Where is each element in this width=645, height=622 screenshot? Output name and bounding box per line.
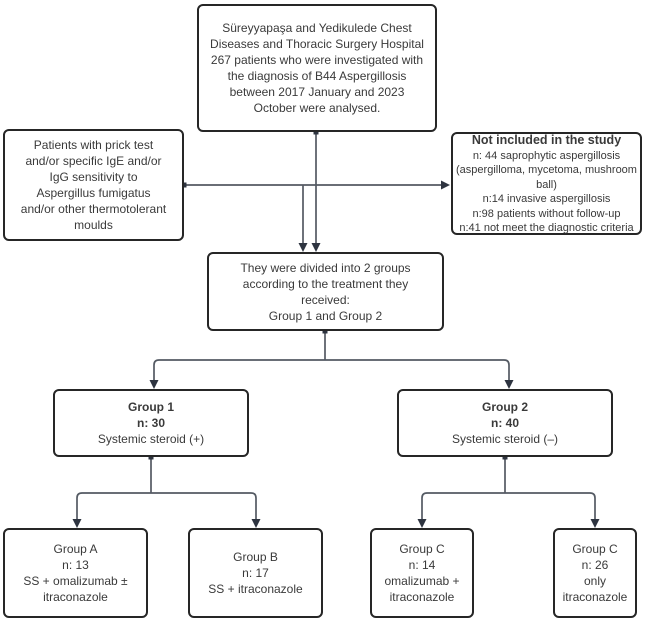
arrowhead-icon <box>505 380 514 389</box>
group-b-treatment: SS + itraconazole <box>208 582 303 596</box>
group2-treatment: Systemic steroid (–) <box>451 432 559 446</box>
group-c1-title: Group C <box>399 542 445 556</box>
exclusion-line: n:98 patients without follow-up <box>472 207 621 220</box>
group1-box <box>53 389 249 457</box>
arrowhead-icon <box>150 380 159 389</box>
exclusion-line: n:41 not meet the diagnostic criteria <box>459 222 634 234</box>
exclusion-line: n:14 invasive aspergillosis <box>482 193 611 205</box>
arrowhead-icon <box>299 243 308 252</box>
group-division-text: They were divided into 2 groups according to the treatment they received: <box>240 260 411 307</box>
arrowhead-icon <box>591 519 600 528</box>
inclusion-criteria-text: Patients with prick test and/or specific IgE and/or IgG sensitivity to Aspergillus fumigatus and/or other thermotolerant moulds <box>20 138 167 232</box>
connector-group1-to-a <box>77 493 151 519</box>
group-a-box <box>3 528 148 618</box>
group-c1-box <box>370 528 474 618</box>
group-a-title: Group A <box>53 542 98 556</box>
connector-division-to-group2 <box>325 360 509 380</box>
study-population-text: Süreyyapaşa and Yedikulede Chest Diseases and Thoracic Surgery Hospital 267 patients who were investigated with the diagnosis of B44 Aspergillosis between 2017 January and 2023 October were analysed. <box>210 21 424 115</box>
arrowhead-icon <box>73 519 82 528</box>
group-c2-box <box>553 528 637 618</box>
exclusion-line: n: 44 saprophytic aspergillosis (aspergilloma, mycetoma, mushroom ball) <box>456 149 637 191</box>
group2-box <box>397 389 613 457</box>
group-division-groups: Group 1 and Group 2 <box>268 308 383 323</box>
connector-group2-to-c2 <box>505 493 595 519</box>
group-c1-treatment: omalizumab + itraconazole <box>384 574 460 604</box>
arrowhead-icon <box>252 519 261 528</box>
inclusion-criteria-box <box>3 129 184 241</box>
group-c2-title: Group C <box>572 542 618 556</box>
group-a-count: n: 13 <box>62 558 89 572</box>
group1-count: n: 30 <box>136 416 165 430</box>
group-b-count: n: 17 <box>242 566 269 580</box>
group-c2-count: n: 26 <box>581 558 609 572</box>
arrowhead-icon <box>312 243 321 252</box>
group-c1-count: n: 14 <box>408 558 436 572</box>
group-division-box <box>207 252 444 331</box>
connector-division-to-group1 <box>154 360 325 380</box>
connector-group2-to-c1 <box>422 493 505 519</box>
group-b-box <box>188 528 323 618</box>
group2-count: n: 40 <box>490 416 519 430</box>
group1-title: Group 1 <box>127 400 174 414</box>
group-a-treatment: SS + omalizumab ± itraconazole <box>23 574 128 604</box>
arrowhead-icon <box>418 519 427 528</box>
arrowhead-icon <box>441 181 450 190</box>
exclusion-box <box>451 132 642 235</box>
exclusion-title: Not included in the study <box>471 132 622 147</box>
study-population-box <box>197 4 437 132</box>
group2-title: Group 2 <box>481 400 528 414</box>
group-c2-treatment: only itraconazole <box>562 574 628 604</box>
connector-group1-to-b <box>151 493 256 519</box>
group1-treatment: Systemic steroid (+) <box>97 432 205 446</box>
group-b-title: Group B <box>233 550 278 564</box>
